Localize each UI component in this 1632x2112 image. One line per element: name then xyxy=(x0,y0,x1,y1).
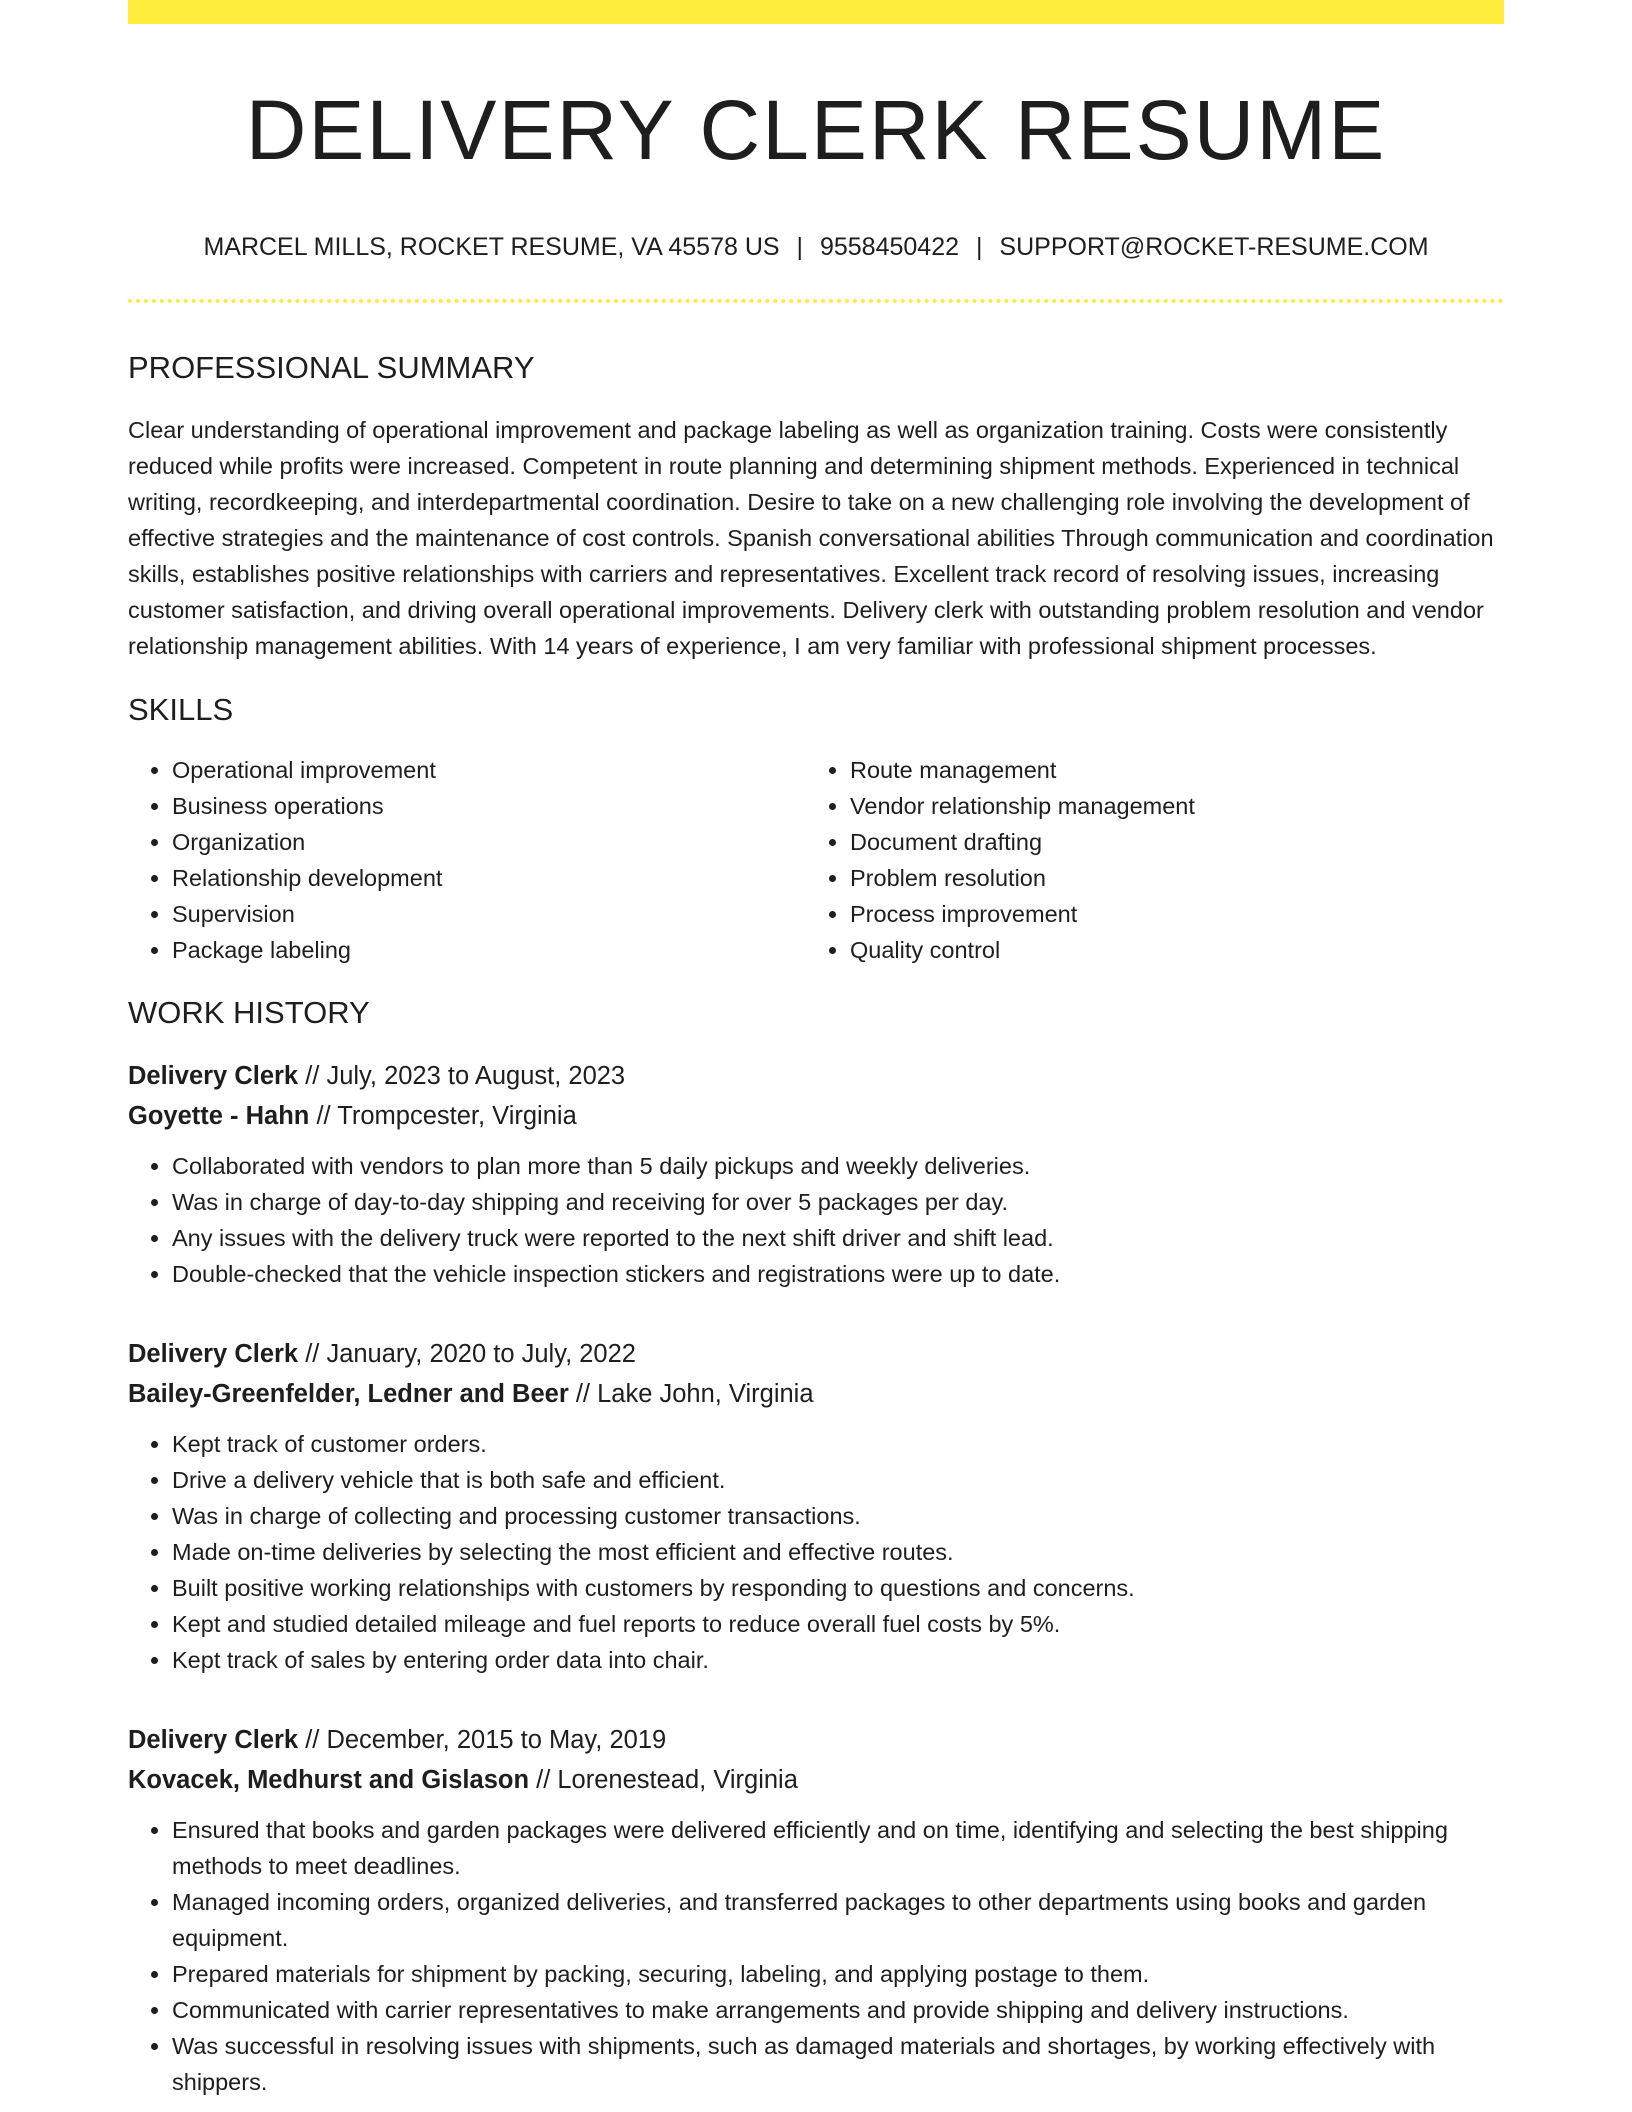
job-bullet: • Was successful in resolving issues with shipments, such as damaged materials and shortages, by working effectively with shippers. xyxy=(172,2028,1504,2100)
job-company-line xyxy=(128,1760,1504,1800)
resume-title: DELIVERY CLERK RESUME xyxy=(245,83,1387,177)
dotted-divider xyxy=(128,299,1504,303)
skill-item: • Problem resolution xyxy=(850,860,1484,896)
skills-list xyxy=(128,752,1504,968)
job-company: Kovacek, Medhurst and Gislason xyxy=(128,1765,530,1794)
contact-separator: | xyxy=(975,233,983,262)
skill-item: • Package labeling xyxy=(172,932,806,968)
contact-email: SUPPORT@ROCKET-RESUME.COM xyxy=(999,233,1429,262)
job-title-line xyxy=(128,1720,1504,1760)
job-dates: // December, 2015 to May, 2019 xyxy=(298,1725,667,1754)
work-history-heading: WORK HISTORY xyxy=(128,994,370,1030)
job-title-line xyxy=(128,1056,1504,1096)
summary-heading: PROFESSIONAL SUMMARY xyxy=(128,350,535,386)
job-bullet: • Double-checked that the vehicle inspection stickers and registrations were up to date. xyxy=(172,1256,1504,1292)
skill-item: • Supervision xyxy=(172,896,806,932)
contact-phone: 9558450422 xyxy=(819,233,960,262)
job-location: // Lorenestead, Virginia xyxy=(529,1765,798,1794)
skill-item: • Route management xyxy=(850,752,1484,788)
job-bullet: • Built positive working relationships with customers by responding to questions and concerns. xyxy=(172,1570,1504,1606)
skill-item: • Document drafting xyxy=(850,824,1484,860)
job-location: // Lake John, Virginia xyxy=(568,1379,814,1408)
job-entry xyxy=(128,1056,1504,1292)
skill-item: • Vendor relationship management xyxy=(850,788,1484,824)
skill-item: • Operational improvement xyxy=(172,752,806,788)
job-title: Delivery Clerk xyxy=(128,1061,299,1090)
job-location: // Trompcester, Virginia xyxy=(309,1101,577,1130)
job-dates: // July, 2023 to August, 2023 xyxy=(298,1061,626,1090)
job-bullets xyxy=(128,1148,1504,1292)
summary-text: Clear understanding of operational improvement and package labeling as well as organization training. Costs were consistently reduced while profits were increased. Competent in route planning and determining shipment methods. Experienced in technical writing, recordkeeping, and interdepartmental coordination. Desire to take on a new challenging role involving the development of effective strategies and the maintenance of cost controls. Spanish conversational abilities Through communication and coordination skills, establishes positive relationships with carriers and representatives. Excellent track record of resolving issues, increasing customer satisfaction, and driving overall operational improvements. Delivery clerk with outstanding problem resolution and vendor relationship management abilities. With 14 years of experience, I am very familiar with professional shipment processes. xyxy=(128,416,1494,659)
contact-name-address: MARCEL MILLS, ROCKET RESUME, VA 45578 US xyxy=(203,233,780,262)
job-bullet: • Was in charge of collecting and processing customer transactions. xyxy=(172,1498,1504,1534)
job-dates: // January, 2020 to July, 2022 xyxy=(298,1339,636,1368)
contact-separator: | xyxy=(796,233,804,262)
job-title-line xyxy=(128,1334,1504,1374)
job-title: Delivery Clerk xyxy=(128,1339,299,1368)
job-bullet: • Communicated with carrier representatives to make arrangements and provide shipping and delivery instructions. xyxy=(172,1992,1504,2028)
job-bullets xyxy=(128,1426,1504,1678)
skills-column-right xyxy=(806,752,1484,968)
job-bullet: • Managed incoming orders, organized deliveries, and transferred packages to other departments using books and garden equipment. xyxy=(172,1884,1504,1956)
job-bullet: • Made on-time deliveries by selecting the most efficient and effective routes. xyxy=(172,1534,1504,1570)
job-company-line xyxy=(128,1374,1504,1414)
job-bullet: • Was in charge of day-to-day shipping and receiving for over 5 packages per day. xyxy=(172,1184,1504,1220)
job-bullet: • Collaborated with vendors to plan more than 5 daily pickups and weekly deliveries. xyxy=(172,1148,1504,1184)
job-company-line xyxy=(128,1096,1504,1136)
job-bullet: • Ensured that books and garden packages were delivered efficiently and on time, identifying and selecting the best shipping methods to meet deadlines. xyxy=(172,1812,1504,1884)
job-bullet: • Kept and studied detailed mileage and fuel reports to reduce overall fuel costs by 5%. xyxy=(172,1606,1504,1642)
job-bullet: • Kept track of customer orders. xyxy=(172,1426,1504,1462)
skill-item: • Business operations xyxy=(172,788,806,824)
job-bullet: • Drive a delivery vehicle that is both safe and efficient. xyxy=(172,1462,1504,1498)
top-accent-bar xyxy=(128,0,1504,24)
job-entry xyxy=(128,1720,1504,2100)
skill-item: • Process improvement xyxy=(850,896,1484,932)
job-company: Bailey-Greenfelder, Ledner and Beer xyxy=(128,1379,569,1408)
job-bullets xyxy=(128,1812,1504,2100)
contact-line xyxy=(128,232,1504,262)
job-entry xyxy=(128,1334,1504,1678)
job-company: Goyette - Hahn xyxy=(128,1101,310,1130)
skills-heading: SKILLS xyxy=(128,691,234,727)
job-bullet: • Kept track of sales by entering order data into chair. xyxy=(172,1642,1504,1678)
job-title: Delivery Clerk xyxy=(128,1725,299,1754)
resume-page xyxy=(128,0,1504,2100)
job-bullet: • Prepared materials for shipment by packing, securing, labeling, and applying postage to them. xyxy=(172,1956,1504,1992)
skill-item: • Quality control xyxy=(850,932,1484,968)
skill-item: • Organization xyxy=(172,824,806,860)
skills-column-left xyxy=(128,752,806,968)
skill-item: • Relationship development xyxy=(172,860,806,896)
job-bullet: • Any issues with the delivery truck were reported to the next shift driver and shift lead. xyxy=(172,1220,1504,1256)
